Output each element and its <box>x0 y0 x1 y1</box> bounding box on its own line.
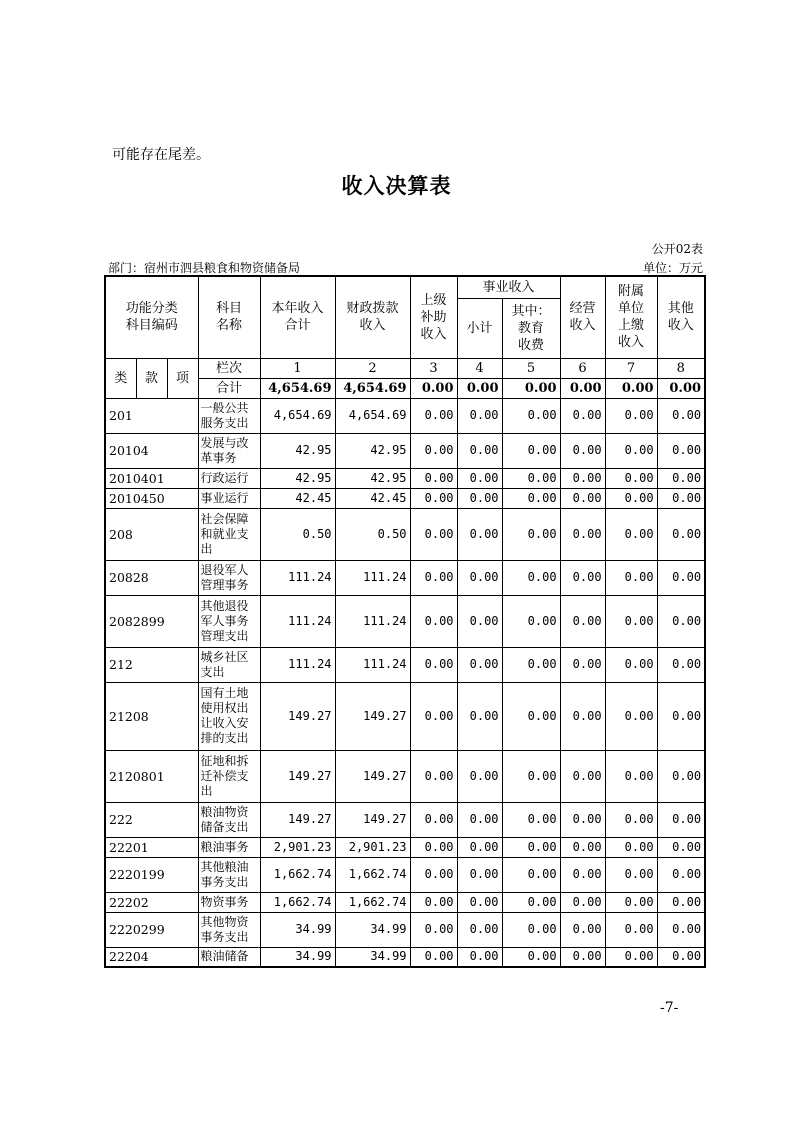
row-value: 0.00 <box>410 802 457 837</box>
row-value: 0.00 <box>560 837 605 857</box>
row-value: 0.00 <box>560 595 605 647</box>
row-value: 0.00 <box>605 682 657 750</box>
row-value: 0.00 <box>605 647 657 682</box>
row-value: 0.00 <box>502 802 560 837</box>
row-code: 212 <box>105 647 198 682</box>
col-number-3: 3 <box>410 358 457 378</box>
row-code: 2220199 <box>105 857 198 892</box>
row-value: 42.95 <box>260 468 335 488</box>
table-row <box>105 892 705 912</box>
row-value: 0.00 <box>657 837 705 857</box>
row-value: 4,654.69 <box>335 398 410 433</box>
header-subtotal: 小计 <box>457 298 502 358</box>
row-value: 1,662.74 <box>335 892 410 912</box>
row-value: 0.00 <box>502 647 560 682</box>
row-code: 20104 <box>105 433 198 468</box>
row-value: 0.00 <box>457 947 502 967</box>
table-row <box>105 912 705 947</box>
row-code: 2010401 <box>105 468 198 488</box>
row-value: 0.00 <box>410 892 457 912</box>
row-value: 0.00 <box>560 947 605 967</box>
header-other-text: 其他 收入 <box>667 301 694 334</box>
row-value: 111.24 <box>260 560 335 595</box>
row-value: 111.24 <box>335 595 410 647</box>
row-value: 0.00 <box>560 647 605 682</box>
row-value: 0.00 <box>410 433 457 468</box>
col-number-4: 4 <box>457 358 502 378</box>
department-label: 部门：宿州市泗县粮食和物资储备局 <box>108 261 301 275</box>
row-value: 0.00 <box>502 595 560 647</box>
row-value: 0.00 <box>560 560 605 595</box>
row-value: 0.00 <box>502 433 560 468</box>
row-value: 0.00 <box>410 682 457 750</box>
row-value: 0.00 <box>657 468 705 488</box>
row-value: 0.00 <box>560 892 605 912</box>
row-value: 0.00 <box>457 560 502 595</box>
row-name: 一般公共服务支出 <box>198 398 260 433</box>
row-value: 1,662.74 <box>260 892 335 912</box>
row-name: 其他物资事务支出 <box>198 912 260 947</box>
row-code: 2220299 <box>105 912 198 947</box>
row-value: 0.00 <box>457 802 502 837</box>
total-cell: 0.00 <box>457 378 502 398</box>
row-value: 0.00 <box>502 682 560 750</box>
col-number-7: 7 <box>605 358 657 378</box>
row-value: 0.00 <box>605 912 657 947</box>
row-value: 0.00 <box>457 488 502 508</box>
total-cell: 0.00 <box>560 378 605 398</box>
row-value: 0.00 <box>605 560 657 595</box>
col-number-1: 1 <box>260 358 335 378</box>
header-lanci: 栏次 <box>198 358 260 378</box>
table-row <box>105 857 705 892</box>
row-value: 0.00 <box>657 912 705 947</box>
row-code: 20828 <box>105 560 198 595</box>
header-affiliated-text: 附属 单位 上缴 收入 <box>618 284 645 351</box>
row-value: 0.00 <box>410 912 457 947</box>
row-value: 0.00 <box>457 892 502 912</box>
table-row <box>105 947 705 967</box>
header-total-income-text: 本年收入 合计 <box>271 301 324 334</box>
table-row <box>105 647 705 682</box>
table-row <box>105 488 705 508</box>
row-value: 149.27 <box>260 802 335 837</box>
header-fiscal-text: 财政拨款 收入 <box>346 301 399 334</box>
row-value: 0.00 <box>457 433 502 468</box>
page-title: 收入决算表 <box>341 174 452 198</box>
row-value: 0.00 <box>410 468 457 488</box>
row-value: 0.00 <box>502 560 560 595</box>
row-value: 149.27 <box>260 682 335 750</box>
row-value: 0.00 <box>410 857 457 892</box>
row-value: 0.00 <box>605 508 657 560</box>
row-value: 0.00 <box>457 837 502 857</box>
row-value: 0.00 <box>457 508 502 560</box>
row-value: 0.00 <box>560 857 605 892</box>
row-code: 201 <box>105 398 198 433</box>
row-value: 0.00 <box>457 595 502 647</box>
table-row <box>105 433 705 468</box>
row-value: 1,662.74 <box>260 857 335 892</box>
row-value: 0.00 <box>410 837 457 857</box>
row-name: 其他退役军人事务管理支出 <box>198 595 260 647</box>
form-number: 公开02表 <box>651 242 703 256</box>
row-value: 0.00 <box>560 468 605 488</box>
row-name: 粮油储备 <box>198 947 260 967</box>
row-code: 222 <box>105 802 198 837</box>
row-value: 0.00 <box>457 647 502 682</box>
header-heji: 合计 <box>198 378 260 398</box>
row-value: 0.00 <box>657 647 705 682</box>
header-superior-subsidy-text: 上级 补助 收入 <box>420 292 447 342</box>
row-value: 0.00 <box>502 912 560 947</box>
row-value: 0.00 <box>605 947 657 967</box>
row-value: 0.00 <box>410 750 457 802</box>
header-lei: 类 <box>105 358 136 398</box>
header-func-class <box>105 276 198 358</box>
row-name: 行政运行 <box>198 468 260 488</box>
header-affiliated <box>605 276 657 358</box>
row-value: 0.00 <box>560 912 605 947</box>
row-value: 0.00 <box>657 398 705 433</box>
row-value: 42.95 <box>335 468 410 488</box>
row-value: 0.00 <box>657 892 705 912</box>
row-value: 149.27 <box>260 750 335 802</box>
table-row <box>105 750 705 802</box>
row-value: 0.00 <box>410 647 457 682</box>
row-value: 0.00 <box>457 750 502 802</box>
row-name: 事业运行 <box>198 488 260 508</box>
table-body <box>105 398 705 967</box>
row-value: 0.50 <box>335 508 410 560</box>
row-value: 34.99 <box>260 912 335 947</box>
row-name: 物资事务 <box>198 892 260 912</box>
table-row <box>105 508 705 560</box>
row-value: 0.00 <box>657 560 705 595</box>
row-value: 0.00 <box>410 508 457 560</box>
header-subject-name-text: 科目 名称 <box>216 301 243 334</box>
row-name: 国有土地使用权出让收入安排的支出 <box>198 682 260 750</box>
header-func-class-text: 功能分类 科目编码 <box>125 301 178 334</box>
income-table <box>104 275 706 968</box>
header-other <box>657 276 705 358</box>
row-value: 0.00 <box>605 468 657 488</box>
row-value: 0.00 <box>502 857 560 892</box>
row-value: 34.99 <box>335 912 410 947</box>
row-value: 0.00 <box>657 682 705 750</box>
row-code: 2120801 <box>105 750 198 802</box>
row-value: 0.00 <box>605 802 657 837</box>
row-code: 22201 <box>105 837 198 857</box>
row-value: 42.95 <box>260 433 335 468</box>
row-value: 42.95 <box>335 433 410 468</box>
note-text: 可能存在尾差。 <box>112 147 210 163</box>
row-value: 0.00 <box>502 508 560 560</box>
row-value: 0.00 <box>560 508 605 560</box>
row-value: 0.00 <box>502 468 560 488</box>
row-value: 0.00 <box>410 488 457 508</box>
col-number-5: 5 <box>502 358 560 378</box>
total-cell: 0.00 <box>657 378 705 398</box>
row-value: 0.00 <box>410 947 457 967</box>
row-code: 22202 <box>105 892 198 912</box>
row-value: 0.00 <box>657 508 705 560</box>
row-value: 0.00 <box>657 433 705 468</box>
row-value: 0.00 <box>502 837 560 857</box>
col-number-2: 2 <box>335 358 410 378</box>
col-number-6: 6 <box>560 358 605 378</box>
row-value: 0.00 <box>605 488 657 508</box>
header-fiscal <box>335 276 410 358</box>
row-name: 粮油物资储备支出 <box>198 802 260 837</box>
row-value: 0.00 <box>502 750 560 802</box>
row-value: 111.24 <box>260 595 335 647</box>
row-code: 22204 <box>105 947 198 967</box>
row-value: 0.00 <box>502 488 560 508</box>
row-value: 0.00 <box>457 682 502 750</box>
row-value: 149.27 <box>335 802 410 837</box>
row-code: 2010450 <box>105 488 198 508</box>
row-value: 34.99 <box>260 947 335 967</box>
row-value: 0.00 <box>605 398 657 433</box>
row-value: 0.00 <box>605 595 657 647</box>
header-business-income: 事业收入 <box>457 276 560 298</box>
row-value: 0.00 <box>657 750 705 802</box>
row-value: 42.45 <box>335 488 410 508</box>
row-value: 0.00 <box>605 857 657 892</box>
row-value: 0.00 <box>657 802 705 837</box>
row-value: 0.00 <box>457 468 502 488</box>
table-row <box>105 802 705 837</box>
row-value: 1,662.74 <box>335 857 410 892</box>
row-name: 退役军人管理事务 <box>198 560 260 595</box>
row-value: 0.00 <box>657 857 705 892</box>
row-value: 0.00 <box>657 947 705 967</box>
row-value: 111.24 <box>335 647 410 682</box>
row-value: 2,901.23 <box>260 837 335 857</box>
row-value: 0.00 <box>657 488 705 508</box>
header-operating-text: 经营 收入 <box>569 301 596 334</box>
header-xiang: 项 <box>167 358 198 398</box>
row-value: 0.00 <box>560 488 605 508</box>
row-name: 社会保障和就业支出 <box>198 508 260 560</box>
total-cell: 4,654.69 <box>260 378 335 398</box>
header-superior-subsidy <box>410 276 457 358</box>
row-value: 0.00 <box>502 947 560 967</box>
row-value: 0.00 <box>457 912 502 947</box>
row-code: 2082899 <box>105 595 198 647</box>
row-value: 0.00 <box>502 892 560 912</box>
row-value: 0.00 <box>410 560 457 595</box>
row-name: 发展与改革事务 <box>198 433 260 468</box>
total-cell: 0.00 <box>605 378 657 398</box>
row-value: 0.00 <box>560 398 605 433</box>
header-kuan: 款 <box>136 358 167 398</box>
unit-label: 单位：万元 <box>642 261 703 275</box>
row-value: 42.45 <box>260 488 335 508</box>
table-row <box>105 468 705 488</box>
row-value: 111.24 <box>335 560 410 595</box>
header-education-fee-text: 其中： 教育 收费 <box>511 303 551 353</box>
row-value: 0.00 <box>657 595 705 647</box>
row-value: 149.27 <box>335 750 410 802</box>
row-value: 0.00 <box>605 837 657 857</box>
row-name: 粮油事务 <box>198 837 260 857</box>
table-row <box>105 398 705 433</box>
table-row <box>105 837 705 857</box>
header-education-fee <box>502 298 560 358</box>
row-value: 2,901.23 <box>335 837 410 857</box>
total-cell: 4,654.69 <box>335 378 410 398</box>
row-value: 0.00 <box>410 398 457 433</box>
row-value: 0.00 <box>560 682 605 750</box>
header-total-income <box>260 276 335 358</box>
row-code: 208 <box>105 508 198 560</box>
row-value: 0.00 <box>410 595 457 647</box>
row-value: 149.27 <box>335 682 410 750</box>
row-value: 0.00 <box>457 857 502 892</box>
col-number-8: 8 <box>657 358 705 378</box>
row-value: 0.00 <box>502 398 560 433</box>
row-value: 0.00 <box>560 433 605 468</box>
row-value: 0.00 <box>605 892 657 912</box>
row-value: 0.00 <box>560 802 605 837</box>
table-row <box>105 682 705 750</box>
total-cell: 0.00 <box>502 378 560 398</box>
page-number: -7- <box>660 1000 679 1016</box>
row-name: 城乡社区支出 <box>198 647 260 682</box>
header-subject-name <box>198 276 260 358</box>
row-value: 0.00 <box>605 750 657 802</box>
row-value: 0.00 <box>457 398 502 433</box>
row-value: 111.24 <box>260 647 335 682</box>
row-value: 0.00 <box>605 433 657 468</box>
row-value: 34.99 <box>335 947 410 967</box>
row-name: 征地和拆迁补偿支出 <box>198 750 260 802</box>
header-operating <box>560 276 605 358</box>
row-value: 0.00 <box>560 750 605 802</box>
table-row <box>105 595 705 647</box>
row-value: 0.50 <box>260 508 335 560</box>
table-row <box>105 560 705 595</box>
row-code: 21208 <box>105 682 198 750</box>
row-name: 其他粮油事务支出 <box>198 857 260 892</box>
total-cell: 0.00 <box>410 378 457 398</box>
row-value: 4,654.69 <box>260 398 335 433</box>
